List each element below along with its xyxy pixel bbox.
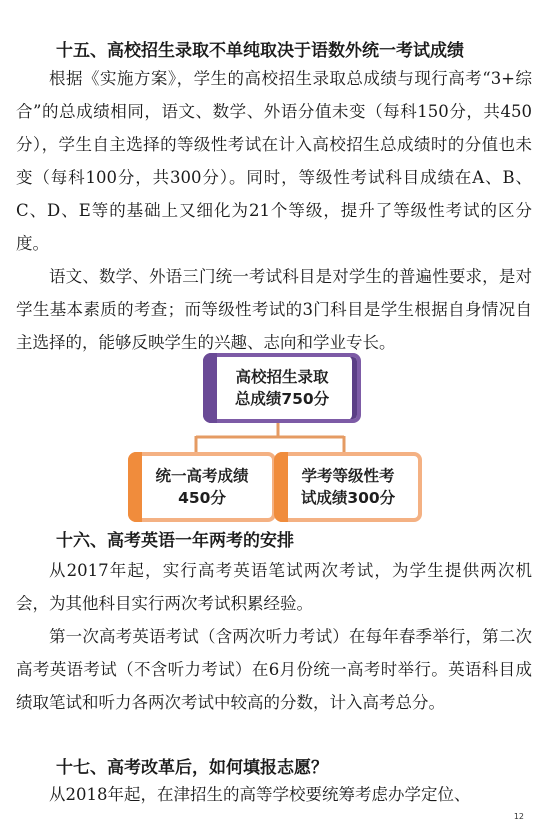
unified-exam-line-2: 450分 (178, 489, 226, 507)
section-15-paragraph-2: 语文、数学、外语三门统一考试科目是对学生的普遍性要求，是对学生基本素质的考查；而等级性考试的3门科目是学生根据自身情况自主选择的，能够反映学生的兴趣、志向和学业专长。 (16, 267, 532, 352)
unified-exam-line-1: 统一高考成绩 (155, 467, 249, 485)
section-15-paragraph-1: 根据《实施方案》，学生的高校招生录取总成绩与现行高考“3+综合”的总成绩相同，语文、数学、外语分值未变（每科150分，共450分），学生自主选择的等级性考试在计入高校招生总成绩时的分值也未变（每科100分，共300分）。同时，等级性考试科目成绩在A、B、C、D、E等的基础上又细化为21个等级，提升了等级性考试的区分度。 (16, 69, 532, 253)
section-15-heading: 十五、高校招生录取不单纯取决于语数外统一考试成绩 (56, 41, 464, 61)
total-score-line-1: 高校招生录取 (235, 368, 329, 386)
section-16-paragraph-1: 从2017年起，实行高考英语笔试两次考试，为学生提供两次机会，为其他科目实行两次考试积累经验。 (16, 561, 532, 613)
unified-exam-box (128, 452, 276, 522)
graded-exam-line-1: 学考等级性考 (301, 467, 395, 485)
total-score-line-2: 总成绩750分 (234, 390, 330, 408)
section-16-heading: 十六、高考英语一年两考的安排 (56, 531, 294, 551)
total-score-box (203, 353, 361, 423)
graded-exam-box (274, 452, 422, 522)
section-17-heading: 十七、高考改革后，如何填报志愿？ (56, 758, 328, 778)
page-number: 12 (513, 812, 524, 821)
section-16-paragraph-2: 第一次高考英语考试（含两次听力考试）在每年春季举行，第二次高考英语考试（不含听力考试）在6月份统一高考时举行。英语科目成绩取笔试和听力各两次考试中较高的分数，计入高考总分。 (16, 627, 532, 712)
graded-exam-line-2: 试成绩300分 (300, 489, 396, 507)
section-17-paragraph-1: 从2018年起，在津招生的高等学校要统筹考虑办学定位、 (49, 785, 471, 804)
